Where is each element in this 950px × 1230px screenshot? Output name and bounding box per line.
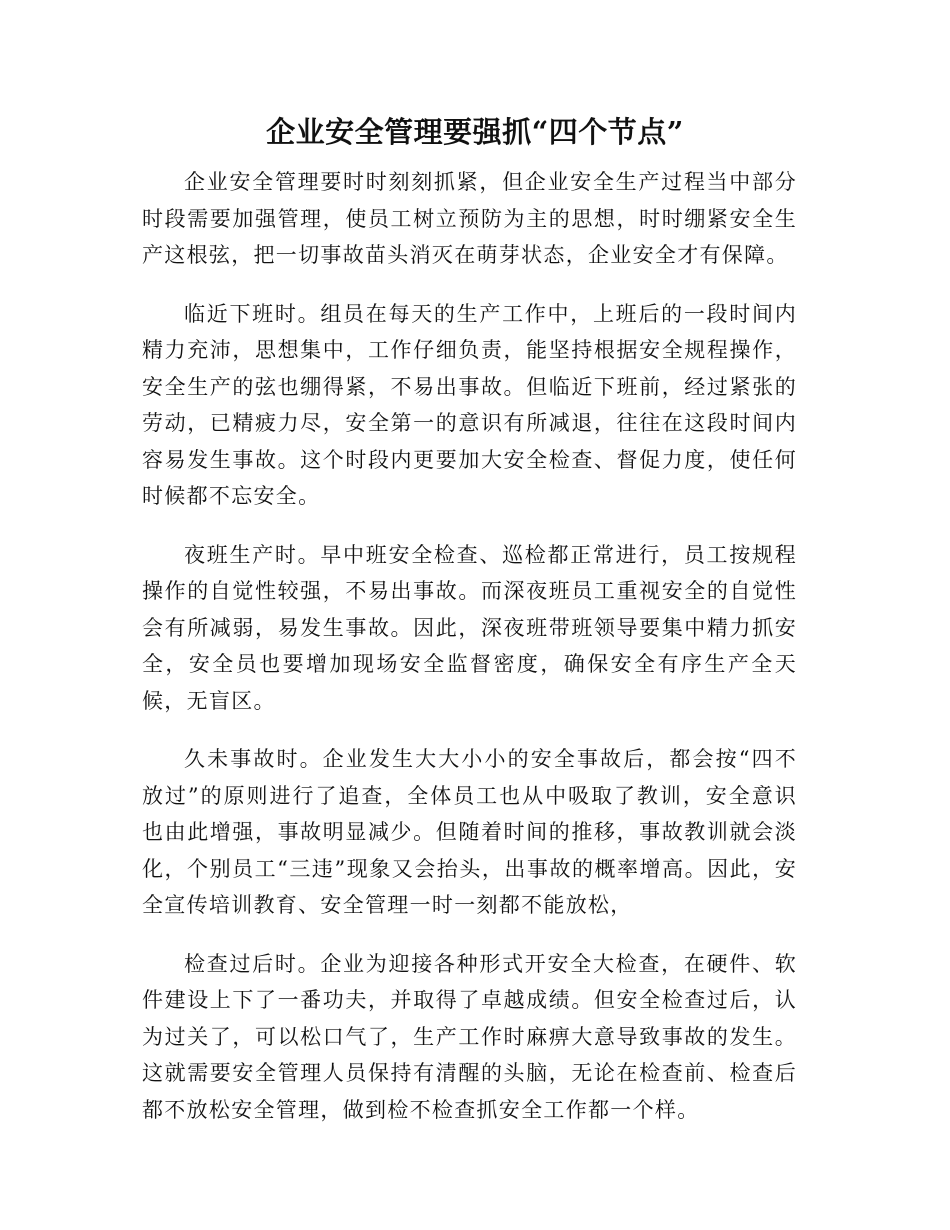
paragraph-intro: 企业安全管理要时时刻刻抓紧，但企业安全生产过程当中部分时段需要加强管理，使员工树立预防为主的思想，时时绷紧安全生产这根弦，把一切事故苗头消灭在萌芽状态，企业安全才有保障。 (142, 170, 797, 267)
paragraph-long-without-accident: 久未事故时。企业发生大大小小的安全事故后，都会按“四不放过”的原则进行了追查，全体员工也从中吸取了教训，安全意识也由此增强，事故明显减少。但随着时间的推移，事故教训就会淡化，个别员工“三违”现象又会抬头，出事故的概率增高。因此，安全宣传培训教育、安全管理一时一刻都不能放松， (142, 747, 797, 917)
document-title: 企业安全管理要强抓“四个节点” (266, 115, 684, 149)
paragraph-night-shift: 夜班生产时。早中班安全检查、巡检都正常进行，员工按规程操作的自觉性较强，不易出事故。而深夜班员工重视安全的自觉性会有所减弱，易发生事故。因此，深夜班带班领导要集中精力抓安全，安全员也要增加现场安全监督密度，确保安全有序生产全天候，无盲区。 (142, 542, 797, 713)
document-body (142, 164, 797, 1128)
paragraph-after-inspection: 检查过后时。企业为迎接各种形式开安全大检查，在硬件、软件建设上下了一番功夫，并取得了卓越成绩。但安全检查过后，认为过关了，可以松口气了，生产工作时麻痹大意导致事故的发生。这就需要安全管理人员保持有清醒的头脑，无论在检查前、检查后都不放松安全管理，做到检不检查抓安全工作都一个样。 (142, 951, 797, 1122)
paragraph-before-end-of-shift: 临近下班时。组员在每天的生产工作中，上班后的一段时间内精力充沛，思想集中，工作仔细负责，能坚持根据安全规程操作，安全生产的弦也绷得紧，不易出事故。但临近下班前，经过紧张的劳动，已精疲力尽，安全第一的意识有所减退，往往在这段时间内容易发生事故。这个时段内更要加大安全检查、督促力度，使任何时候都不忘安全。 (142, 301, 797, 508)
